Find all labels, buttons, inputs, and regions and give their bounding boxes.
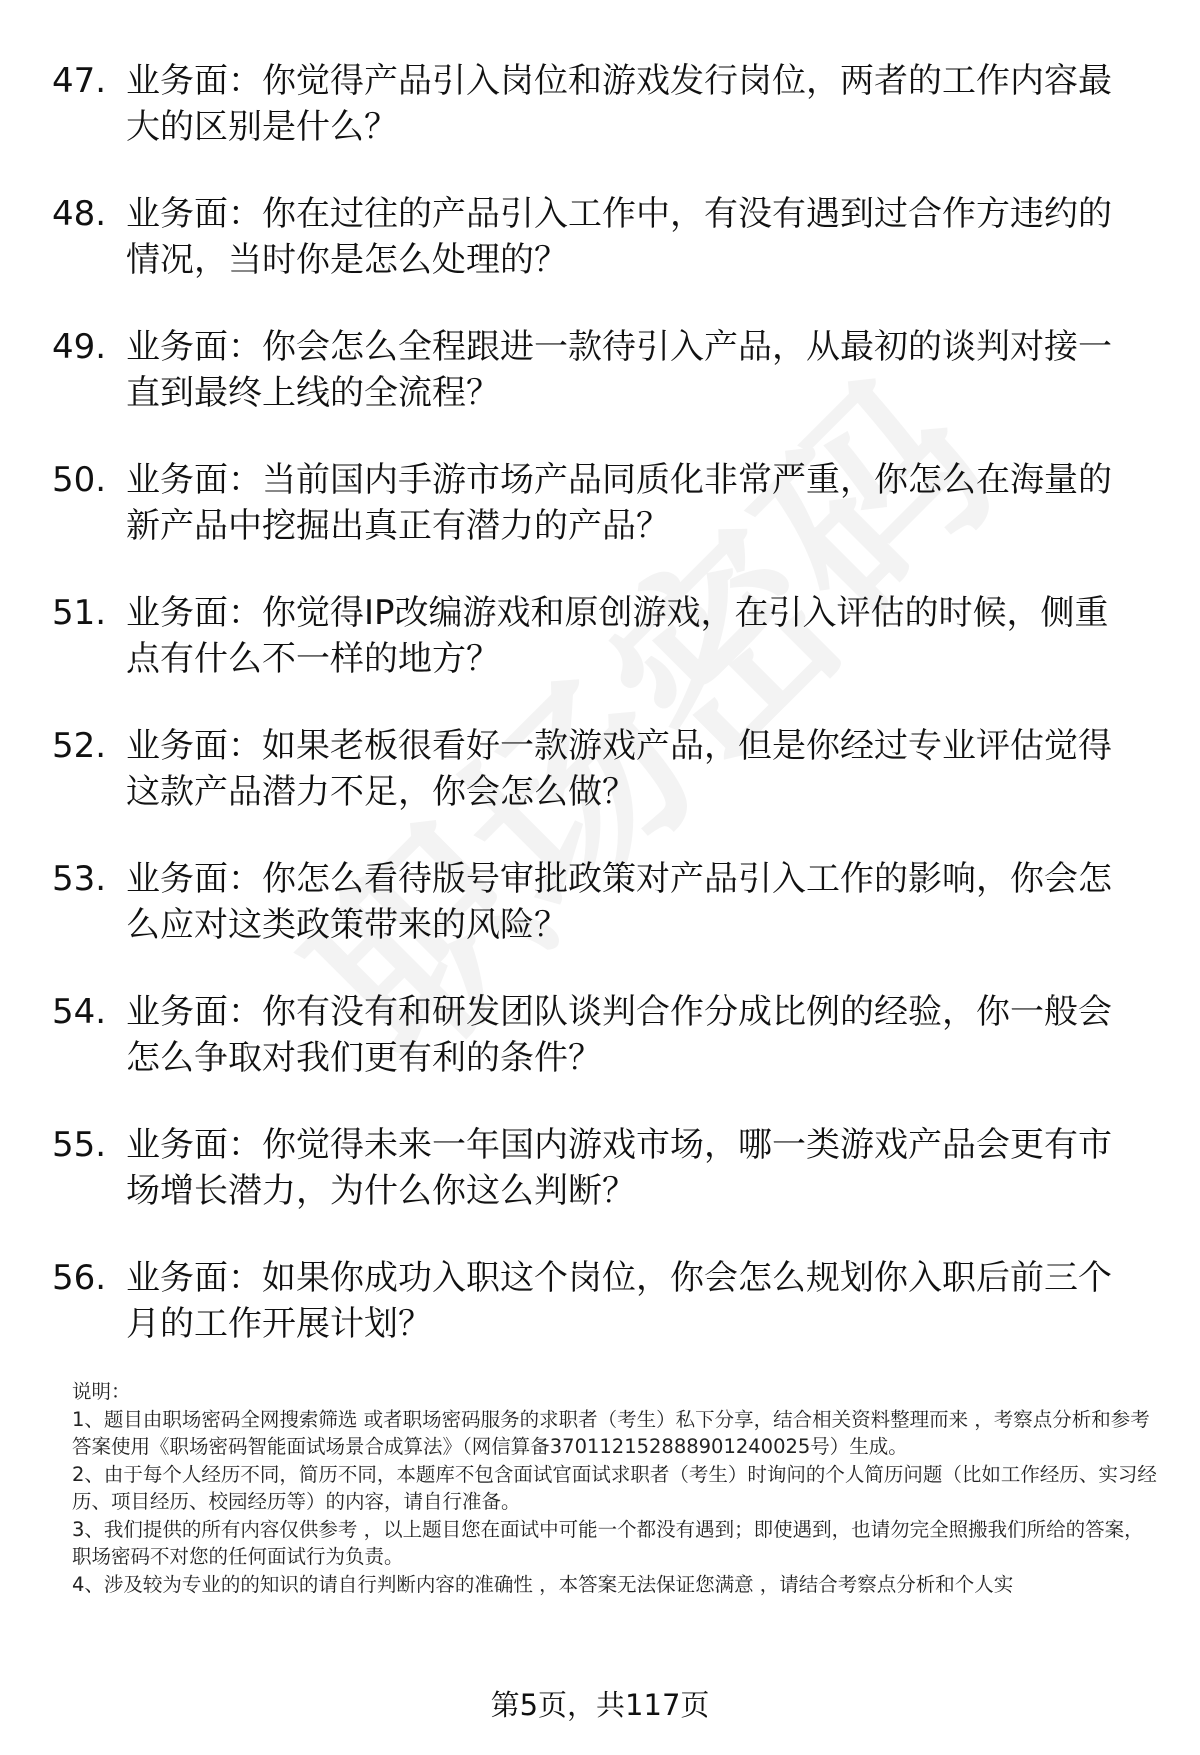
question-number: 48.: [52, 194, 107, 234]
question-item: [52, 324, 1142, 416]
question-text: 业务面：你觉得产品引入岗位和游戏发行岗位，两者的工作内容最大的区别是什么？: [126, 61, 1112, 147]
question-text: 业务面：你在过往的产品引入工作中，有没有遇到过合作方违约的情况，当时你是怎么处理的？: [126, 194, 1112, 280]
question-number: 55.: [52, 1125, 107, 1165]
notes-title: 说明：: [72, 1380, 131, 1403]
question-number: 50.: [52, 460, 107, 500]
question-item: [52, 58, 1142, 150]
question-text: 业务面：当前国内手游市场产品同质化非常严重，你怎么在海量的新产品中挖掘出真正有潜力的产品？: [126, 460, 1112, 546]
question-text: 业务面：你怎么看待版号审批政策对产品引入工作的影响，你会怎么应对这类政策带来的风险？: [126, 859, 1112, 945]
question-item: [52, 856, 1142, 948]
question-number: 54.: [52, 992, 107, 1032]
question-item: [52, 1255, 1142, 1347]
question-number: 47.: [52, 61, 107, 101]
question-text: 业务面：如果你成功入职这个岗位，你会怎么规划你入职后前三个月的工作开展计划？: [126, 1258, 1112, 1344]
question-list: [52, 58, 1142, 1388]
question-item: [52, 1122, 1142, 1214]
note-item: 1、题目由职场密码全网搜索筛选 或者职场密码服务的求职者（考生）私下分享，结合相关资料整理而来 ，考察点分析和参考答案使用《职场密码智能面试场景合成算法》（网信算备370112152888901240025号）生成。: [72, 1407, 1150, 1458]
question-text: 业务面：如果老板很看好一款游戏产品，但是你经过专业评估觉得这款产品潜力不足，你会怎么做？: [126, 726, 1112, 812]
question-text: 业务面：你会怎么全程跟进一款待引入产品，从最初的谈判对接一直到最终上线的全流程？: [126, 327, 1112, 413]
question-text: 业务面：你有没有和研发团队谈判合作分成比例的经验，你一般会怎么争取对我们更有利的条件？: [126, 992, 1112, 1078]
page-footer: 第5页，共117页: [490, 1688, 710, 1722]
question-item: [52, 590, 1142, 682]
note-item: 4、涉及较为专业的的知识的请自行判断内容的准确性 ，本答案无法保证您满意 ，请结合考察点分析和个人实: [72, 1572, 1014, 1596]
notes-section: [72, 1378, 1162, 1598]
question-item: [52, 989, 1142, 1081]
question-number: 52.: [52, 726, 107, 766]
question-number: 56.: [52, 1258, 107, 1298]
question-text: 业务面：你觉得IP改编游戏和原创游戏，在引入评估的时候，侧重点有什么不一样的地方？: [126, 593, 1109, 679]
note-item: 2、由于每个人经历不同，简历不同，本题库不包含面试官面试求职者（考生）时询问的个人简历问题（比如工作经历、实习经历、项目经历、校园经历等）的内容，请自行准备。: [72, 1462, 1157, 1513]
question-item: [52, 723, 1142, 815]
question-text: 业务面：你觉得未来一年国内游戏市场，哪一类游戏产品会更有市场增长潜力，为什么你这么判断？: [126, 1125, 1112, 1211]
question-item: [52, 457, 1142, 549]
question-number: 53.: [52, 859, 107, 899]
question-number: 51.: [52, 593, 107, 633]
question-item: [52, 191, 1142, 283]
note-item: 3、我们提供的所有内容仅供参考 ，以上题目您在面试中可能一个都没有遇到；即使遇到，也请勿完全照搬我们所给的答案，职场密码不对您的任何面试行为负责。: [72, 1517, 1144, 1568]
question-number: 49.: [52, 327, 107, 367]
